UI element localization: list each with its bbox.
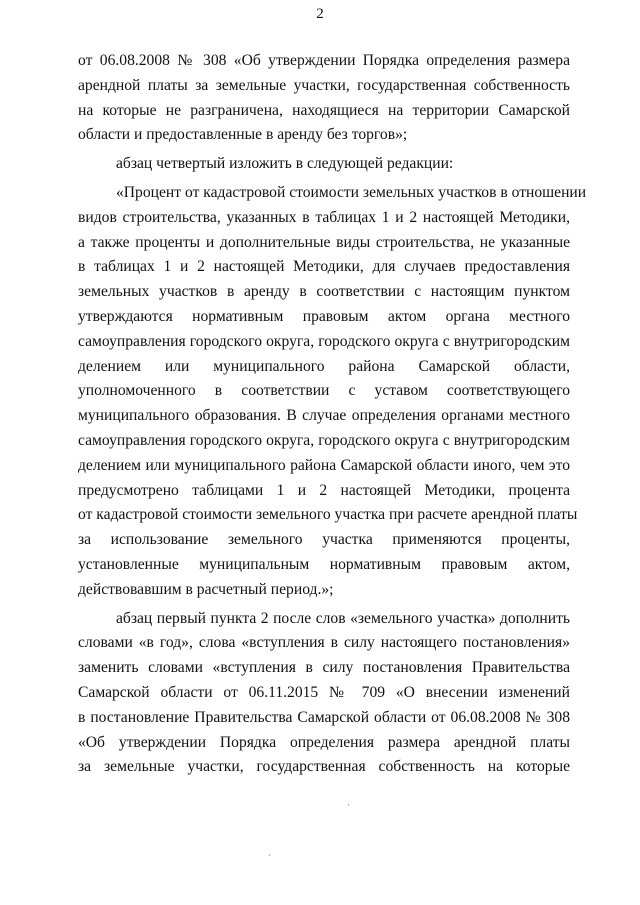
text-line: заменить словами «вступления в силу постановления Правительства	[78, 659, 570, 677]
text-line: видов строительства, указанных в таблицах 1 и 2 настоящей Методики,	[78, 208, 570, 226]
page-number: 2	[316, 6, 324, 22]
paragraph	[78, 152, 570, 177]
text-line: словами «в год», слова «вступления в силу настоящего постановления»	[78, 634, 570, 652]
document-body	[78, 49, 587, 780]
paragraph	[78, 607, 570, 781]
text-line: самоуправления городского округа, городского округа с внутригородским	[78, 431, 570, 449]
paragraph	[78, 181, 587, 603]
text-line: а также проценты и дополнительные виды строительства, не указанные	[78, 233, 570, 251]
text-line: действовавшим в расчетный период.»;	[78, 580, 334, 598]
text-line: на которые не разграничена, находящиеся на территории Самарской	[78, 101, 570, 119]
text-line: за использование земельного участка применяются проценты,	[78, 531, 570, 549]
text-line: в таблицах 1 и 2 настоящей Методики, для случаев предоставления	[78, 258, 570, 276]
text-line: земельных участков в аренду в соответствии с настоящим пунктом	[78, 283, 570, 301]
text-line: «Об утверждении Порядка определения размера арендной платы	[78, 733, 570, 751]
scan-speck: ·	[347, 800, 350, 810]
text-line: за земельные участки, государственная собственность на которые	[78, 758, 570, 776]
text-line: области и предоставленные в аренду без торгов»;	[78, 126, 408, 144]
scan-speck: ˊ	[268, 853, 271, 863]
text-line: муниципального образования. В случае определения органами местного	[78, 407, 570, 425]
text-line: «Процент от кадастровой стоимости земельных участков в отношении	[116, 183, 587, 201]
text-line: от кадастровой стоимости земельного участка при расчете арендной платы	[78, 506, 578, 524]
text-line: предусмотрено таблицами 1 и 2 настоящей Методики, процента	[78, 481, 570, 499]
text-line: утверждаются нормативным правовым актом органа местного	[78, 307, 570, 325]
text-line: абзац четвертый изложить в следующей редакции:	[116, 155, 454, 173]
text-line: делением или муниципального района Самарской области,	[78, 357, 570, 375]
text-line: установленные муниципальным нормативным правовым актом,	[78, 555, 570, 573]
text-line: самоуправления городского округа, городского округа с внутригородским	[78, 332, 570, 350]
text-line: абзац первый пункта 2 после слов «земельного участка» дополнить	[116, 609, 570, 627]
text-line: Самарской области от 06.11.2015 № 709 «О внесении изменений	[78, 683, 570, 701]
text-line: от 06.08.2008 № 308 «Об утверждении Порядка определения размера	[78, 52, 570, 69]
paragraph	[78, 49, 570, 148]
text-line: уполномоченного в соответствии с уставом соответствующего	[78, 382, 570, 400]
text-line: делением или муниципального района Самарской области иного, чем это	[78, 456, 570, 474]
text-line: в постановление Правительства Самарской области от 06.08.2008 № 308	[78, 708, 570, 726]
text-line: арендной платы за земельные участки, государственная собственность	[78, 76, 570, 94]
